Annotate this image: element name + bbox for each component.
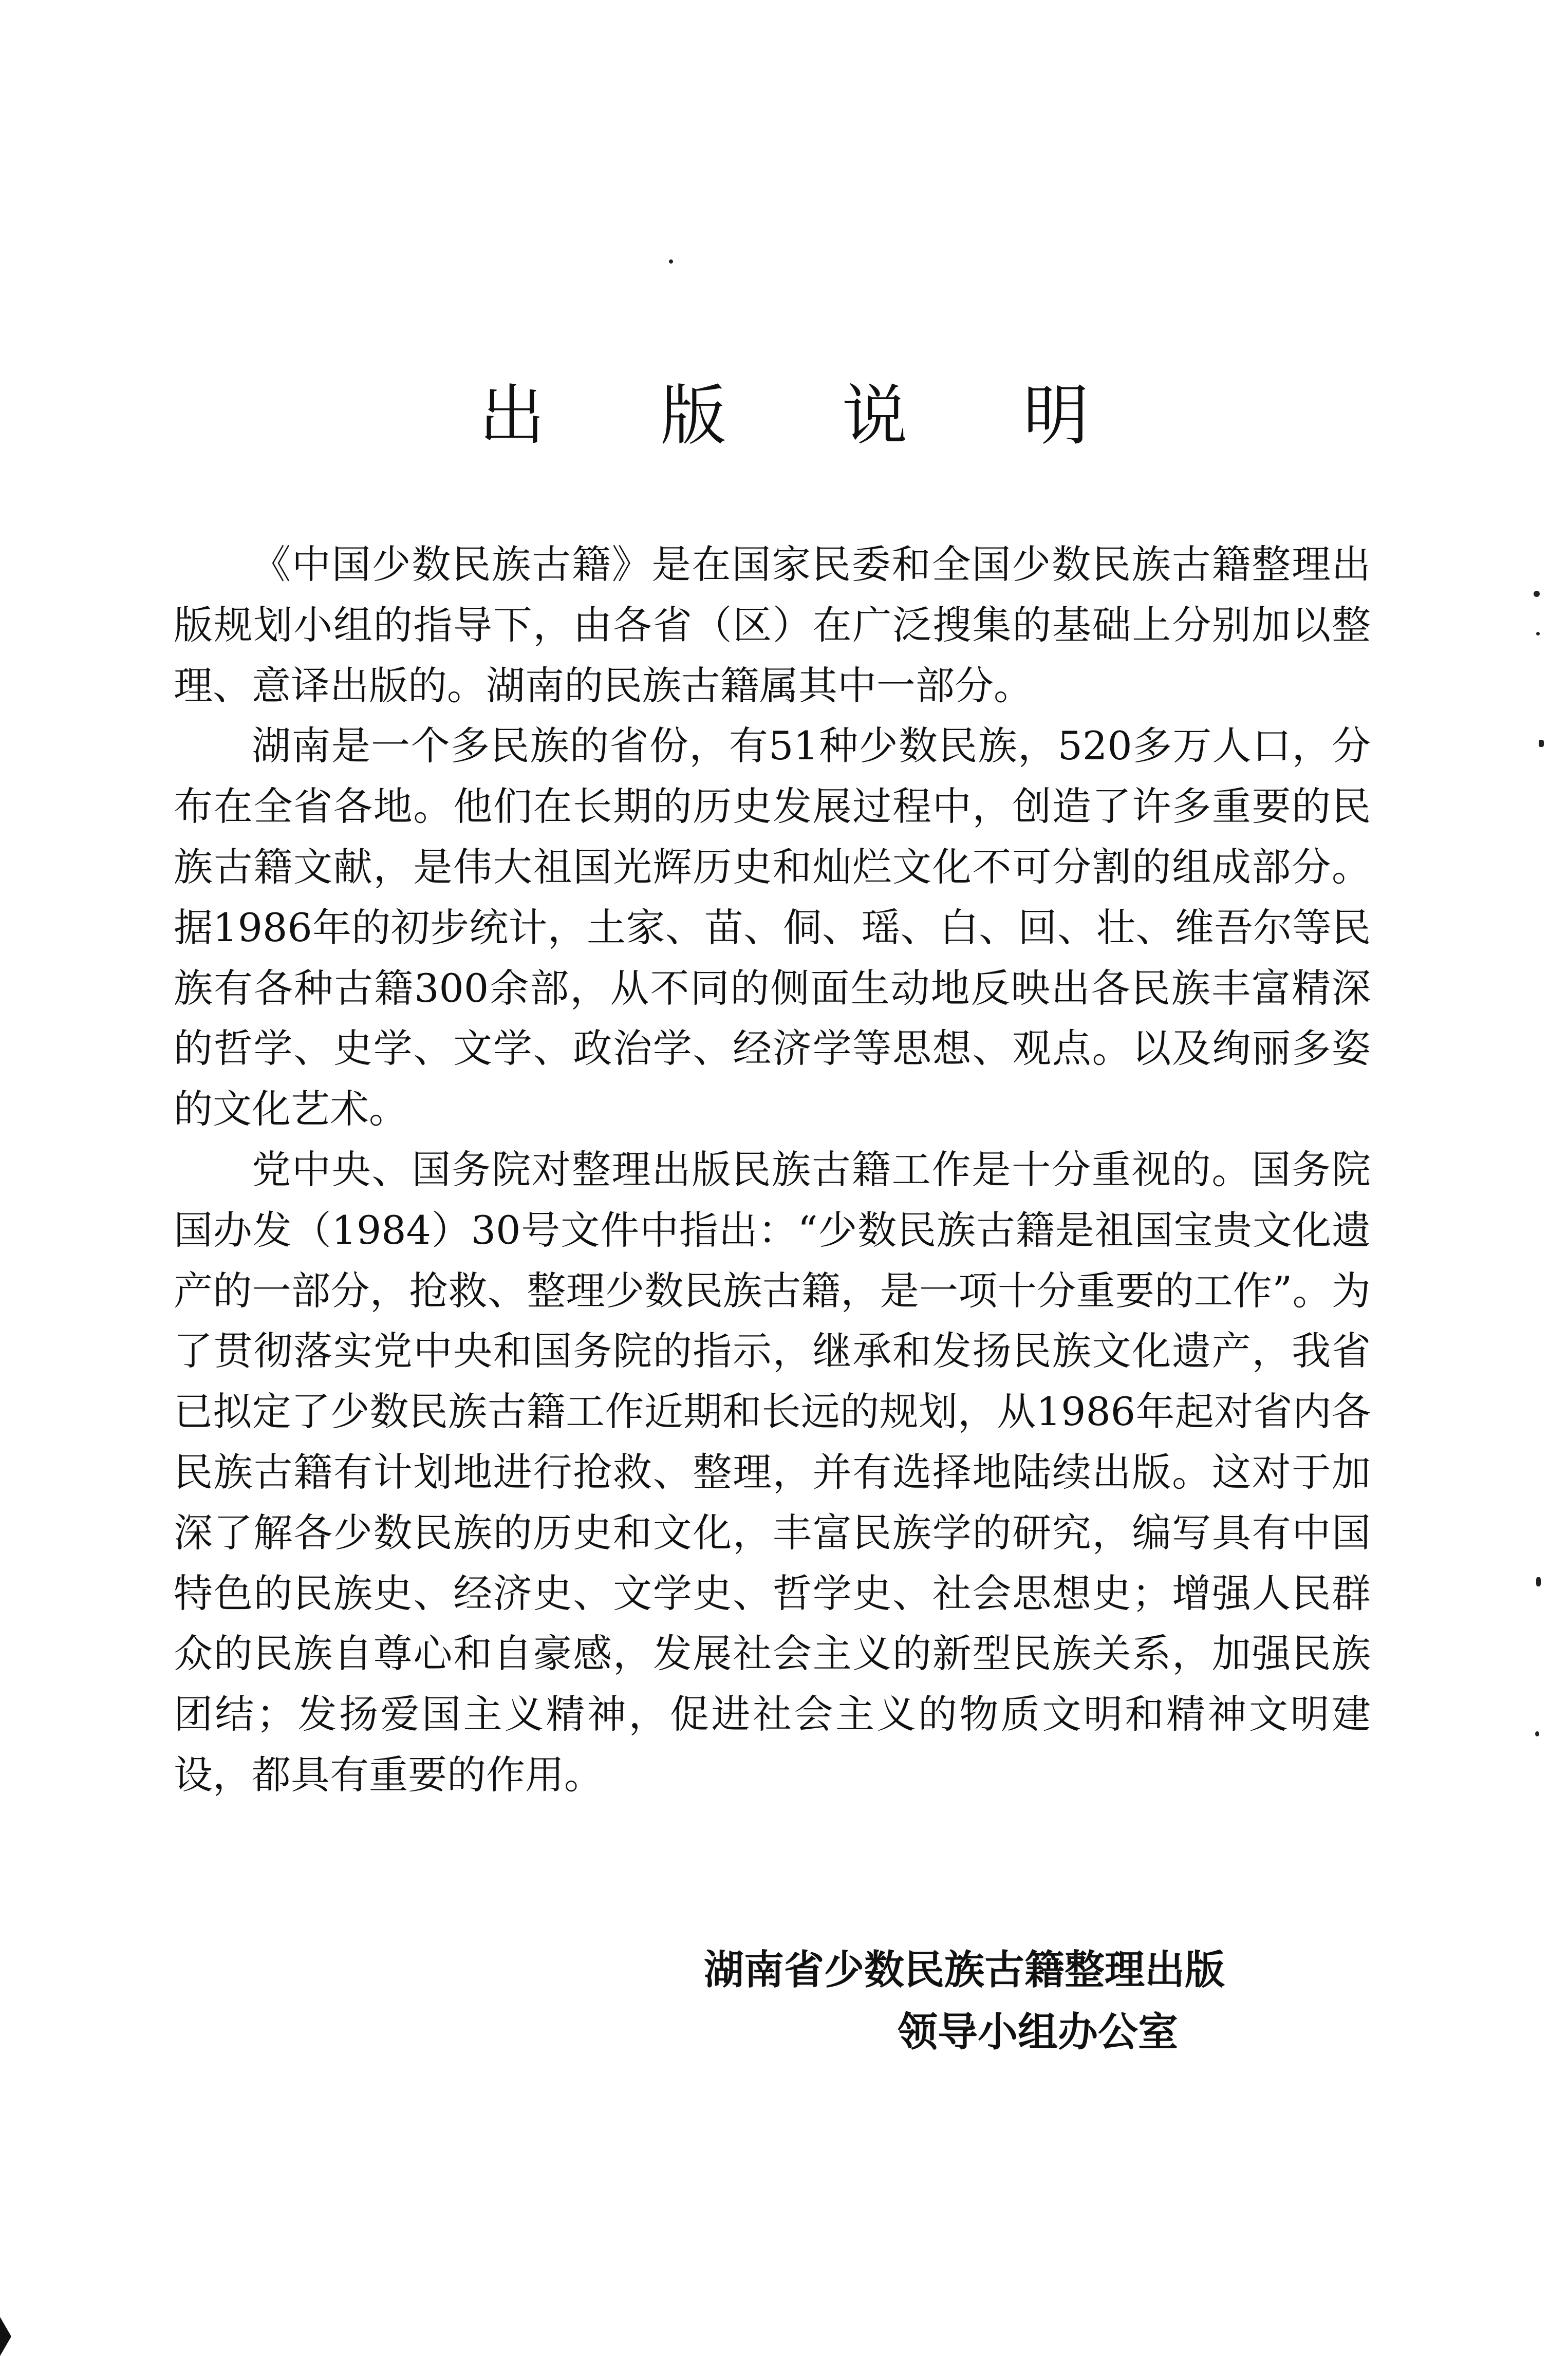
page-title: 出 版 说 明	[479, 377, 1136, 454]
corner-arrow-mark	[0, 2317, 11, 2356]
scan-speck	[1536, 632, 1540, 635]
signature-block	[704, 1939, 1351, 2064]
paragraph: 湖南是一个多民族的省份，有51种少数民族，520多万人口，分布在全省各地。他们在长期的历史发展过程中，创造了许多重要的民族古籍文献，是伟大祖国光辉历史和灿烂文化不可分割的组成部分。据1986年的初步统计，土家、苗、侗、瑶、白、回、壮、维吾尔等民族有各种古籍300余部，从不同的侧面生动地反映出各民族丰富精深的哲学、史学、文学、政治学、经济学等思想、观点。以及绚丽多姿的文化艺术。	[174, 723, 1371, 1132]
signature-office: 领导小组办公室	[897, 2009, 1178, 2055]
scan-speck	[1539, 740, 1544, 747]
scan-speck	[1536, 1577, 1541, 1586]
scan-speck	[1534, 591, 1540, 597]
body-text	[174, 534, 1371, 1805]
paragraph: 党中央、国务院对整理出版民族古籍工作是十分重视的。国务院国办发（1984）30号文件中指出：“少数民族古籍是祖国宝贵文化遗产的一部分，抢救、整理少数民族古籍，是一项十分重要的工作”。为了贯彻落实党中央和国务院的指示，继承和发扬民族文化遗产，我省已拟定了少数民族古籍工作近期和长远的规划，从1986年起对省内各民族古籍有计划地进行抢救、整理，并有选择地陆续出版。这对于加深了解各少数民族的历史和文化，丰富民族学的研究，编写具有中国特色的民族史、经济史、文学史、哲学史、社会思想史；增强人民群众的民族自尊心和自豪感，发展社会主义的新型民族关系，加强民族团结；发扬爱国主义精神，促进社会主义的物质文明和精神文明建设，都具有重要的作用。	[174, 1146, 1371, 1798]
signature-organization: 湖南省少数民族古籍整理出版	[704, 1947, 1225, 1993]
scan-speck	[669, 259, 673, 264]
paragraph: 《中国少数民族古籍》是在国家民委和全国少数民族古籍整理出版规划小组的指导下，由各省（区）在广泛搜集的基础上分别加以整理、意译出版的。湖南的民族古籍属其中一部分。	[174, 541, 1371, 708]
scan-speck	[1535, 1731, 1539, 1736]
